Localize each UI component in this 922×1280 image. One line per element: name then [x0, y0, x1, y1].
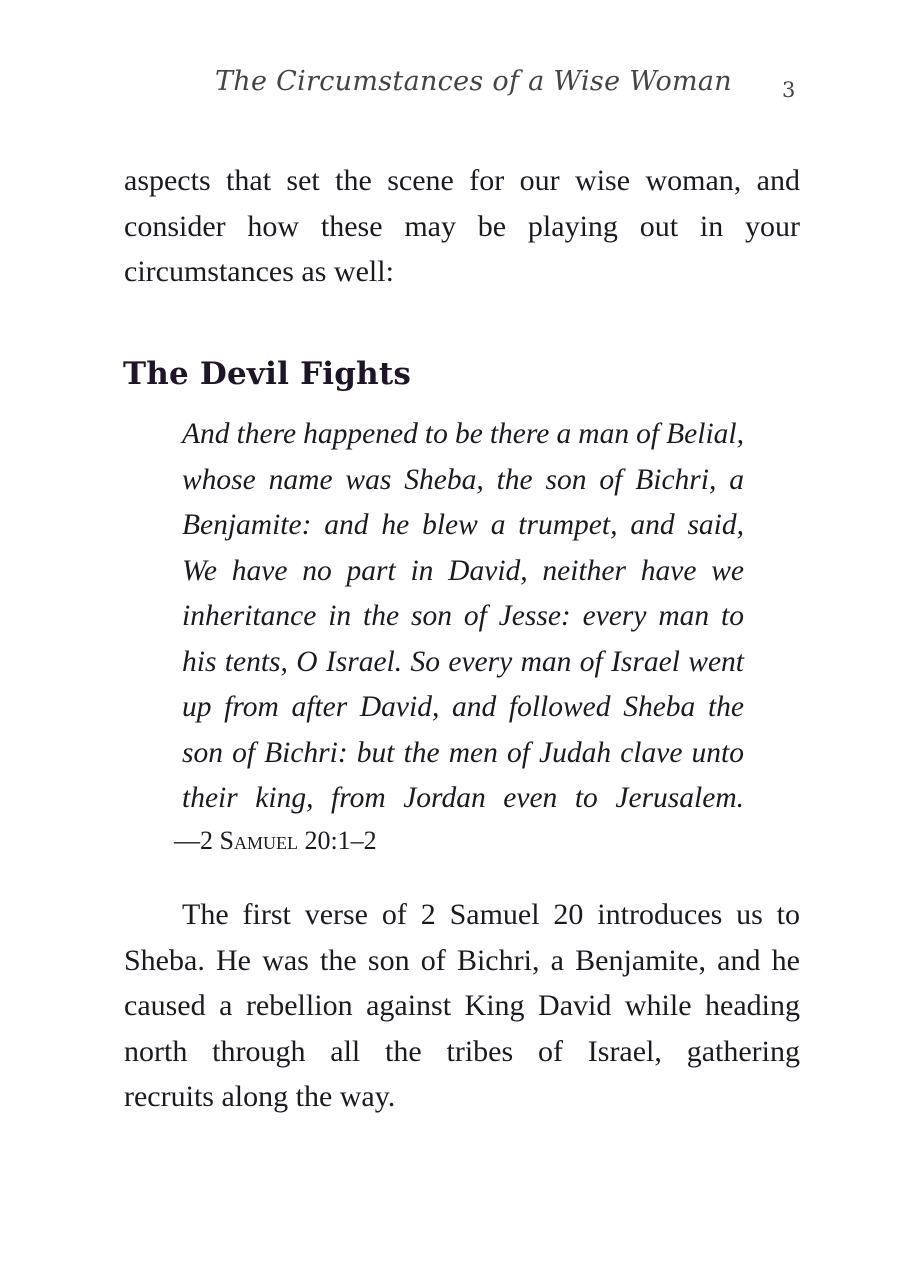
quote-line: Benjamite: and he blew a trumpet, and said, [182, 509, 744, 541]
body-line: The first verse of 2 Samuel 20 introduces us to [182, 898, 800, 931]
body-line: caused a rebellion against King David while heading [124, 989, 800, 1022]
body-line: Sheba. He was the son of Bichri, a Benjamite, and he [124, 943, 800, 977]
intro-paragraph [124, 158, 800, 295]
quote-line: up from after David, and followed Sheba the [182, 691, 744, 723]
section-heading: The Devil Fights [123, 356, 412, 392]
quote-line: son of Bichri: but the men of Judah clave unto [182, 736, 744, 769]
intro-line: circumstances as well: [124, 255, 394, 288]
quote-line: We have no part in David, neither have we [182, 554, 744, 587]
page-number: 3 [782, 78, 796, 102]
scripture-quote [182, 412, 744, 822]
intro-line: consider how these may be playing out in your [124, 209, 800, 243]
scripture-citation: —2 Samuel 20:1–2 [174, 826, 377, 855]
quote-line: his tents, O Israel. So every man of Israel went [182, 645, 744, 678]
running-header [0, 66, 922, 106]
quote-line: inheritance in the son of Jesse: every man to [182, 600, 744, 632]
running-title: The Circumstances of a Wise Woman [214, 66, 732, 97]
quote-line: their king, from Jordan even to Jerusalem. [182, 782, 744, 814]
intro-line: aspects that set the scene for our wise woman, and [124, 164, 800, 197]
body-line: north through all the tribes of Israel, gathering [124, 1034, 800, 1068]
quote-line: whose name was Sheba, the son of Bichri, a [182, 463, 744, 496]
body-paragraph [124, 892, 800, 1120]
body-line: recruits along the way. [124, 1080, 396, 1113]
quote-line: And there happened to be there a man of Belial, [182, 418, 744, 450]
